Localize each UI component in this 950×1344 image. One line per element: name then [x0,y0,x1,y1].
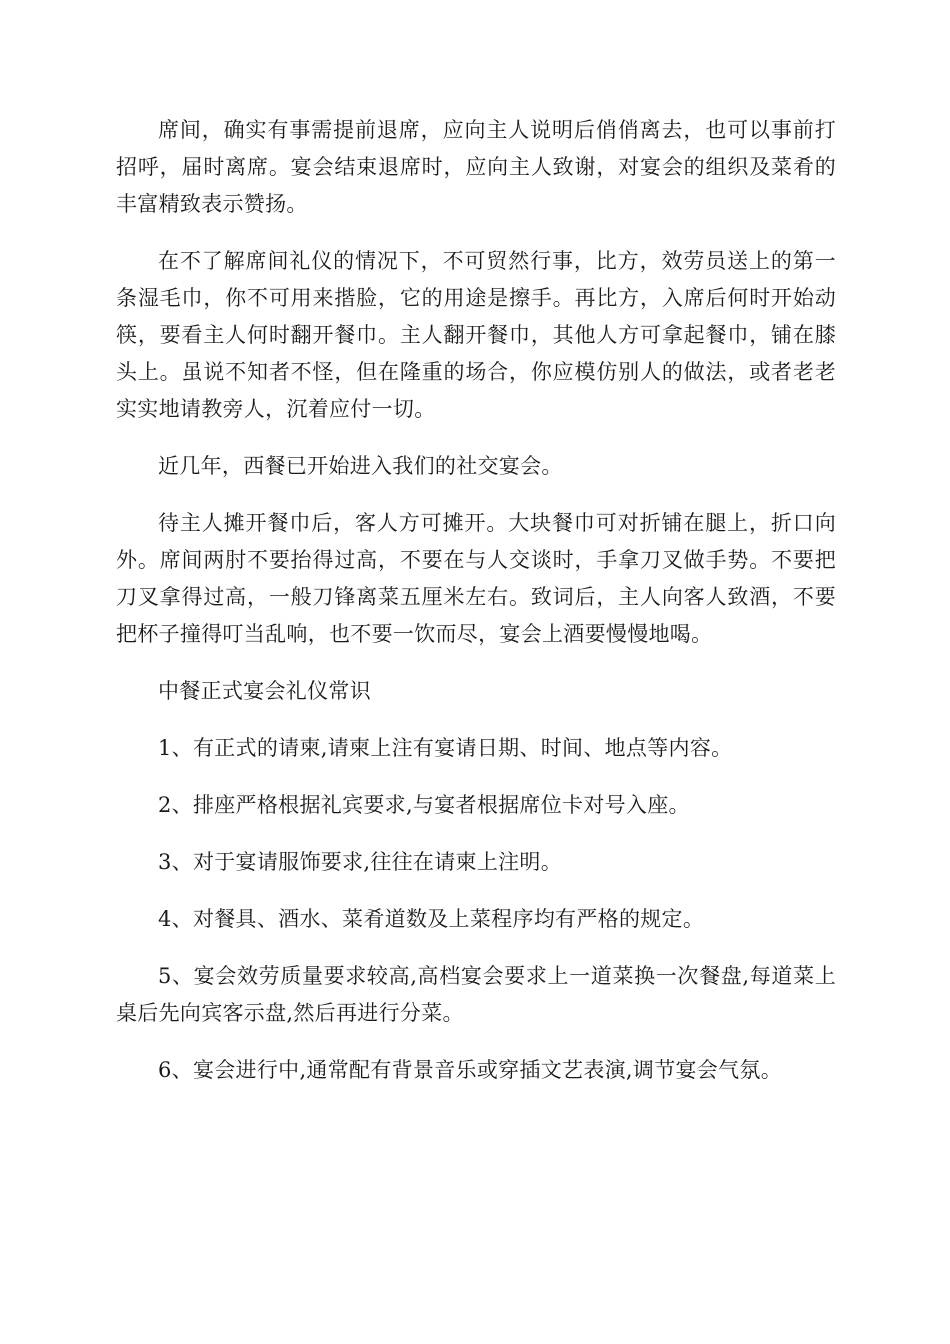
paragraph-napkin-and-cutlery: 待主人摊开餐巾后，客人方可摊开。大块餐巾可对折铺在腿上，折口向外。席间两肘不要抬得过高，不要在与人交谈时，手拿刀叉做手势。不要把刀叉拿得过高，一般刀锋离菜五厘米左右。致词后，主人向客人致酒，不要把杯子撞得叮当乱响，也不要一饮而尽，宴会上酒要慢慢地喝。 [116,511,836,646]
paragraph-western-dining-intro: 近几年，西餐已开始进入我们的社交宴会。 [158,454,563,478]
paragraph-leaving-early: 席间，确实有事需提前退席，应向主人说明后俏俏离去，也可以事前打招呼，届时离席。宴会结束退席时，应向主人致谢，对宴会的组织及菜肴的丰富精致表示赞扬。 [116,118,836,216]
list-item-2: 2、排座严格根据礼宾要求,与宴者根据席位卡对号入座。 [158,793,690,817]
document-page [116,112,836,1109]
list-item-6: 6、宴会进行中,通常配有背景音乐或穿插文艺表演,调节宴会气氛。 [158,1058,783,1082]
section-heading-chinese-banquet: 中餐正式宴会礼仪常识 [158,679,371,703]
list-item-5: 5、宴会效劳质量要求较高,高档宴会要求上一道菜换一次餐盘,每道菜上桌后先向宾客示盘,然后再进行分菜。 [116,964,836,1025]
list-item-3: 3、对于宴请服饰要求,往往在请柬上注明。 [158,850,563,874]
list-item-4: 4、对餐具、酒水、菜肴道数及上菜程序均有严格的规定。 [158,907,705,931]
list-item-1: 1、有正式的请柬,请柬上注有宴请日期、时间、地点等内容。 [158,736,733,760]
paragraph-table-etiquette: 在不了解席间礼仪的情况下，不可贸然行事，比方，效劳员送上的第一条湿毛巾，你不可用来揩脸，它的用途是擦手。再比方，入席后何时开始动筷，要看主人何时翻开餐巾。主人翻开餐巾，其他人方可拿起餐巾，铺在膝头上。虽说不知者不怪，但在隆重的场合，你应模仿别人的做法，或者老老实实地请教旁人，沉着应付一切。 [116,249,836,421]
